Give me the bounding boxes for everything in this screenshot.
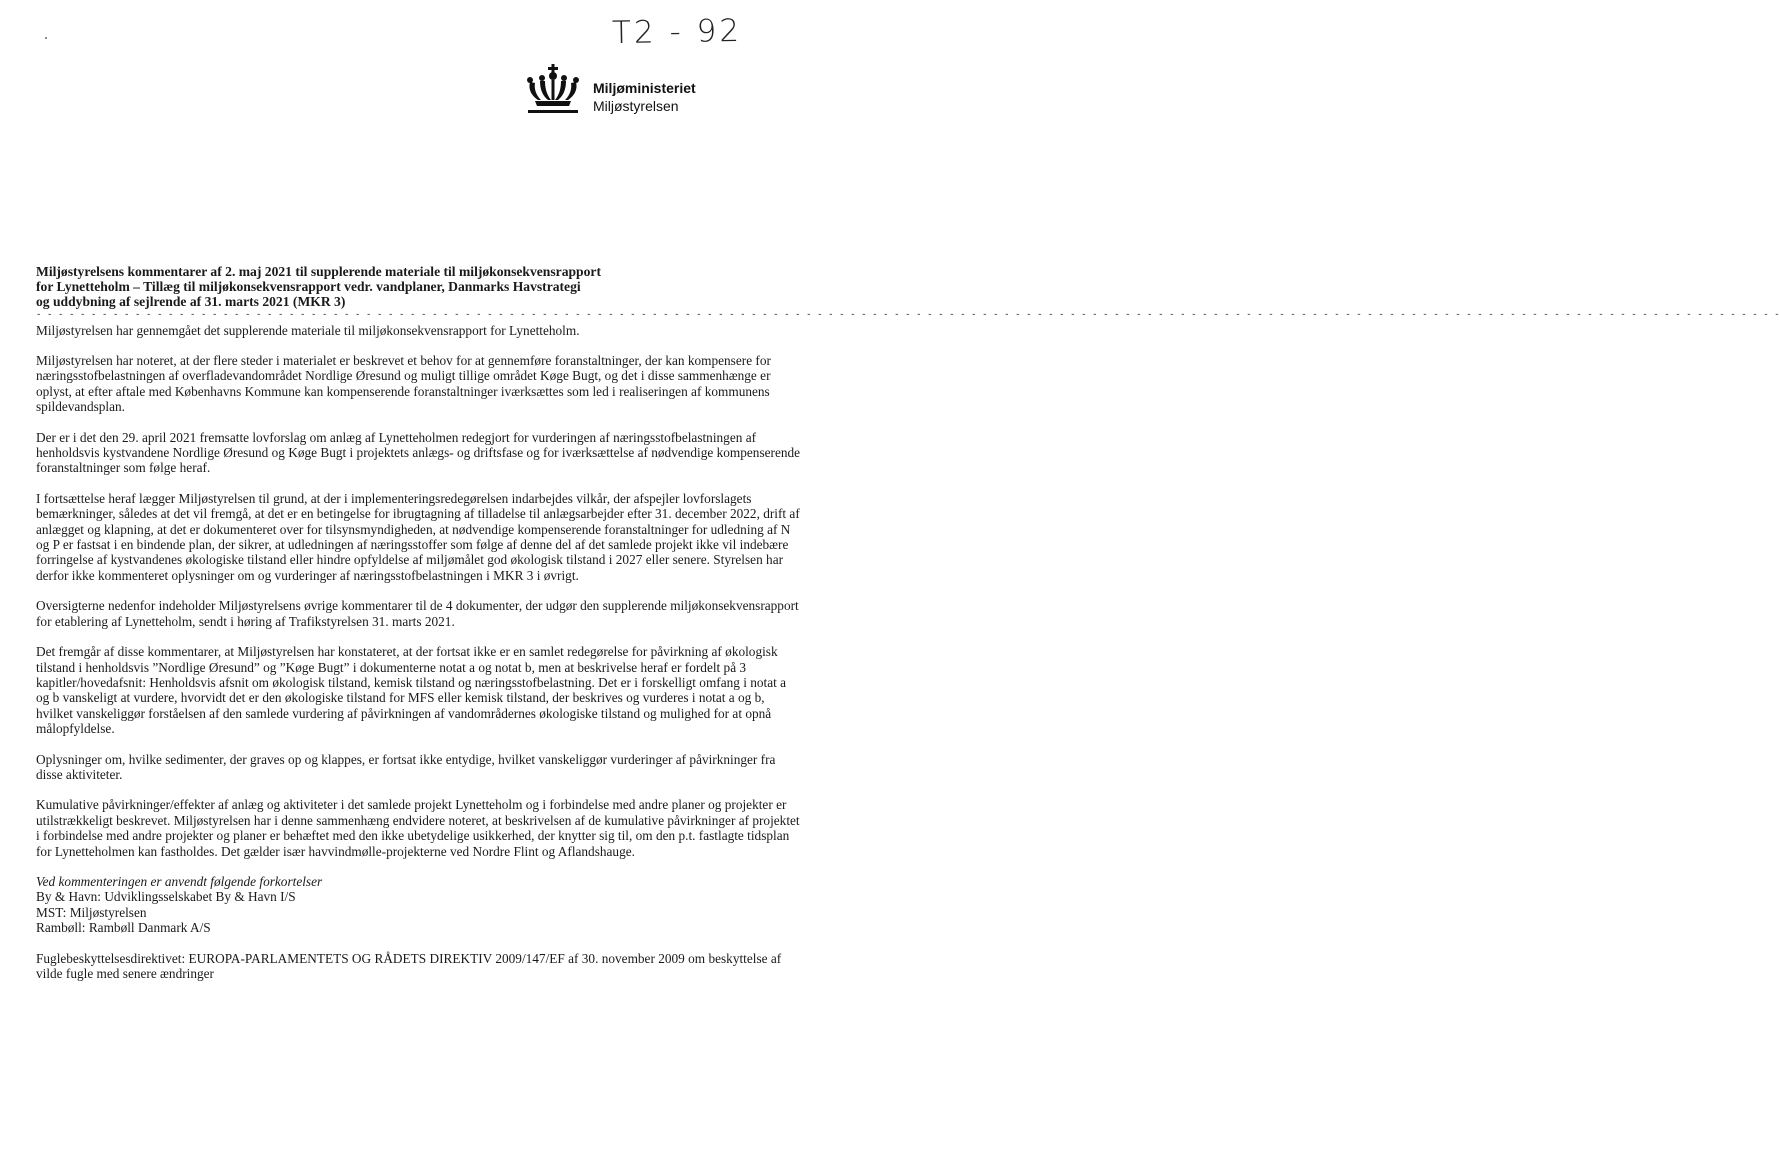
abbreviation-item: By & Havn: Udviklingsselskabet By & Havn I/S <box>36 889 296 905</box>
paragraph-bill: Der er i det den 29. april 2021 fremsatte lovforslag om anlæg af Lynetteholmen redegjort for vurderingen af næringsstofbelastningen af henholdsvis kystvandene Nordlige Øresund og Køge Bugt i projektets anlægs- og driftsfase og for iværksættelse af nødvendige kompenserende foranstaltninger som følge heraf. <box>36 429 801 476</box>
paragraph-ecological-status: Det fremgår af disse kommentarer, at Miljøstyrelsen har konstateret, at der fortsat ikke er en samlet redegørelse for påvirkning af økologisk tilstand i henholdsvis ”Nordlige Øresund” og ”Køge Bugt” i dokumenterne notat a og notat b, men at beskrivelse heraf er fordelt på 3 kapitler/hovedafsnit: Henholdsvis afsnit om økologisk tilstand, kemisk tilstand og næringsstofbelastning. Det er i forskelligt omfang i notat a og b vanskeligt at vurdere, hvorvidt det er den økologiske tilstand for MFS eller kemisk tilstand, der beskrives og vurderes i notat a og b, hvilket vanskeliggør forståelsen af den samlede vurdering af påvirkningen af vandområdernes økologiske tilstand og mulighed for at opnå målopfyldelse. <box>36 644 787 737</box>
title-line: og uddybning af sejlrende af 31. marts 2021 (MKR 3) <box>36 294 346 310</box>
title-line: for Lynetteholm – Tillæg til miljøkonsekvensrapport vedr. vandplaner, Danmarks Havstrategi <box>36 279 581 295</box>
ministry-header <box>593 80 696 115</box>
agency-name: Miljøstyrelsen <box>593 98 679 114</box>
scan-speck <box>45 37 47 39</box>
title-line: Miljøstyrelsens kommentarer af 2. maj 2021 til supplerende materiale til miljøkonsekvensrapport <box>36 264 601 279</box>
document-title <box>36 264 802 310</box>
paragraph-cumulative: Kumulative påvirkninger/effekter af anlæg og aktiviteter i det samlede projekt Lynetteholm og i forbindelse med andre planer og projekter er utilstrækkeligt beskrevet. Miljøstyrelsen har i denne sammenhæng endvidere noteret, at beskrivelsen af de kumulative påvirkninger af projektet i forbindelse med andre projekter og planer er behæftet med den ikke ubetydelige usikkerhed, der knytter sig til, om den p.t. fastlagte tidsplan for Lynetteholmen kan fastholdes. Det gælder især havvindmølle-projekterne ved Nordre Flint og Aflandshauge. <box>36 797 800 859</box>
paragraph-conditions: I fortsættelse heraf lægger Miljøstyrelsen til grund, at der i implementeringsredegørelsen indarbejdes vilkår, der afspejler lovforslagets bemærkninger, således at det vil fremgå, at det er en betingelse for ibrugtagning af tilladelse til anlægsarbejder efter 31. december 2022, drift af anlægget og klapning, at det er dokumenteret over for tilsynsmyndigheden, at nødvendige kompenserende foranstaltninger for udledning af N og P er fastsat i en bindende plan, der sikrer, at udledningen af næringsstoffer som følge af denne del af det samlede projekt ikke vil indebære forringelse af kystvandenes økologiske tilstand eller hindre opfyldelse af miljømålet god økologisk tilstand i 2027 eller senere. Styrelsen har derfor ikke kommenteret oplysninger om og vurderinger af næringsstofbelastningen i MKR 3 i øvrigt. <box>36 490 800 583</box>
document-body <box>36 264 1780 996</box>
paragraph-sediments: Oplysninger om, hvilke sedimenter, der graves op og klappes, er fortsat ikke entydige, hvilket vanskeliggør vurderinger af påvirkninger fra disse aktiviteter. <box>36 751 776 782</box>
abbreviations-block <box>36 874 802 936</box>
paragraph-intro: Miljøstyrelsen har gennemgået det supplerende materiale til miljøkonsekvensrapport for Lynetteholm. <box>36 322 580 338</box>
crown-logo-icon <box>526 64 580 116</box>
abbreviation-item: MST: Miljøstyrelsen <box>36 904 147 920</box>
handwritten-reference: T2 - 92 <box>611 12 743 52</box>
directive-reference: Fuglebeskyttelsesdirektivet: EUROPA-PARLAMENTETS OG RÅDETS DIREKTIV 2009/147/EF af 30. november 2009 om beskyttelse af vilde fugle med senere ændringer <box>36 950 782 982</box>
ministry-name: Miljøministeriet <box>593 80 696 96</box>
abbreviations-heading: Ved kommenteringen er anvendt følgende forkortelser <box>36 873 323 889</box>
abbreviation-item: Rambøll: Rambøll Danmark A/S <box>36 920 211 936</box>
paragraph-compensation: Miljøstyrelsen har noteret, at der flere steder i materialet er beskrevet et behov for at gennemføre foranstaltninger, der kan kompensere for næringsstofbelastningen af overfladevandområdet Nordlige Øresund og muligt tillige området Køge Bugt, og det i disse sammenhænge er oplyst, at efter aftale med Københavns Kommune kan kompenserende foranstaltninger iværksættes som led i realiseringen af kommunens spildevandsplan. <box>36 353 771 415</box>
paragraph-overview: Oversigterne nedenfor indeholder Miljøstyrelsens øvrige kommentarer til de 4 dokumenter, der udgør den supplerende miljøkonsekvensrapport for etablering af Lynetteholm, sendt i høring af Trafikstyrelsen 31. marts 2021. <box>36 598 799 629</box>
dashed-separator: - - - - - - - - - - - - - - - - - - - - - - - - - - - - - - - - - - - - - - - - - - - - - - - - - - - - - - - - - - - - - - - - - - - - - - - - - - - - - - - - - - - - - - - - - - - - - - - - - - - - - - - - - - - - - - - - - - - - - - - - - - - - - - - - - - - - - - - - - - - - - - - - - - - - - - - - - - - - - - - <box>36 309 1780 320</box>
